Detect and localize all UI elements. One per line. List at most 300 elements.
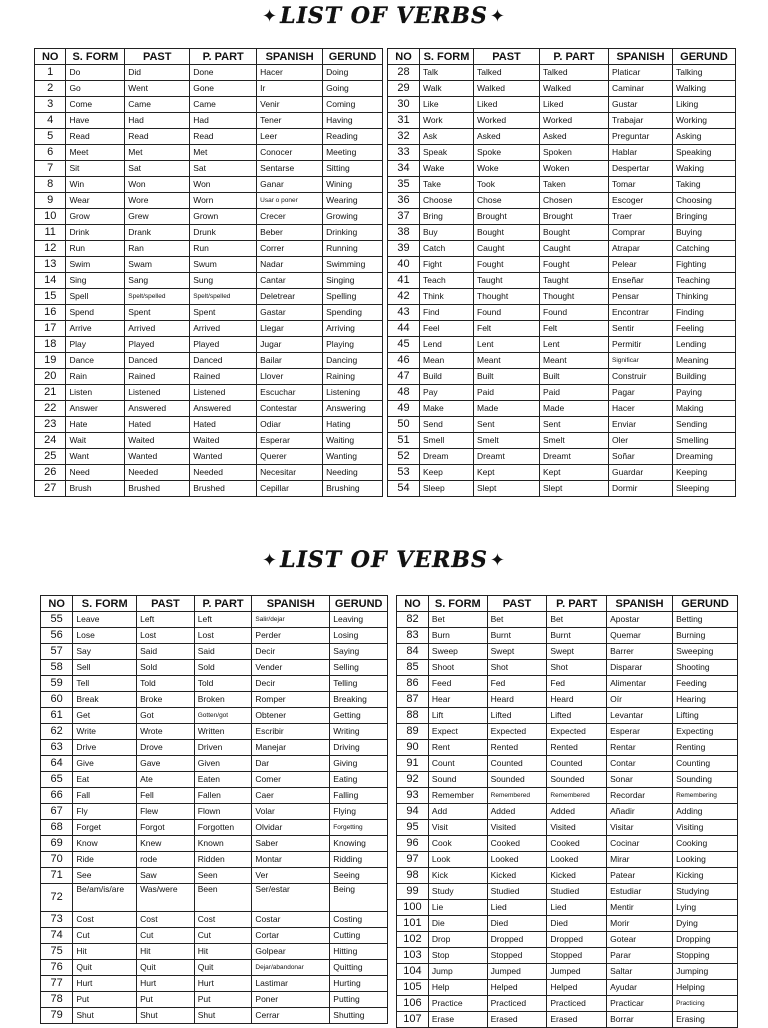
table-row xyxy=(397,836,738,852)
cell-gerund: Waking xyxy=(673,161,736,177)
cell-past: Arrived xyxy=(125,321,190,337)
cell-past: Died xyxy=(487,916,547,932)
cell-past: Kicked xyxy=(487,868,547,884)
table-row xyxy=(35,193,383,209)
column-header: PAST xyxy=(474,49,540,65)
cell-past: Hit xyxy=(137,944,195,960)
cell-spanish: Cantar xyxy=(257,273,323,289)
cell-gerund: Saying xyxy=(330,644,388,660)
column-header: NO xyxy=(388,49,420,65)
table-row xyxy=(397,900,738,916)
cell-gerund: Jumping xyxy=(673,964,738,980)
cell-spanish: Manejar xyxy=(252,740,330,756)
cell-p-part: Jumped xyxy=(547,964,607,980)
cell-spanish: Bailar xyxy=(257,353,323,369)
table-row xyxy=(35,401,383,417)
cell-p-part: Swum xyxy=(190,257,257,273)
cell-gerund: Forgetting xyxy=(330,820,388,836)
cell-no: 14 xyxy=(35,273,66,289)
table-row xyxy=(388,417,736,433)
cell-past: Meant xyxy=(474,353,540,369)
cell-p-part: Walked xyxy=(540,81,609,97)
table-row xyxy=(41,612,388,628)
cell-gerund: Sounding xyxy=(673,772,738,788)
cell-spanish: Querer xyxy=(257,449,323,465)
table-row xyxy=(35,433,383,449)
cell-no: 58 xyxy=(41,660,73,676)
column-header: NO xyxy=(397,596,429,612)
cell-past: Forgot xyxy=(137,820,195,836)
cell-gerund: Buying xyxy=(673,225,736,241)
cell-no: 73 xyxy=(41,912,73,928)
table-row xyxy=(388,481,736,497)
cell-no: 37 xyxy=(388,209,420,225)
cell-gerund: Costing xyxy=(330,912,388,928)
cell-gerund: Sitting xyxy=(323,161,383,177)
cell-no: 66 xyxy=(41,788,73,804)
cell-s-form: Want xyxy=(66,449,125,465)
cell-spanish: Sonar xyxy=(607,772,673,788)
column-header: S. FORM xyxy=(420,49,474,65)
cell-p-part: Cooked xyxy=(547,836,607,852)
cell-gerund: Erasing xyxy=(673,1012,738,1028)
cell-no: 85 xyxy=(397,660,429,676)
cell-s-form: Forget xyxy=(73,820,137,836)
cell-spanish: Montar xyxy=(252,852,330,868)
cell-spanish: Decir xyxy=(252,676,330,692)
cell-no: 12 xyxy=(35,241,66,257)
cell-p-part: Kicked xyxy=(547,868,607,884)
cell-no: 55 xyxy=(41,612,73,628)
cell-past: Had xyxy=(125,113,190,129)
cell-s-form: Erase xyxy=(428,1012,487,1028)
cell-past: Came xyxy=(125,97,190,113)
cell-p-part: Caught xyxy=(540,241,609,257)
cell-p-part: Drunk xyxy=(190,225,257,241)
cell-past: Hated xyxy=(125,417,190,433)
cell-s-form: Win xyxy=(66,177,125,193)
cell-no: 71 xyxy=(41,868,73,884)
cell-p-part: Told xyxy=(194,676,252,692)
cell-spanish: Caminar xyxy=(609,81,673,97)
cell-p-part: Dropped xyxy=(547,932,607,948)
cell-no: 29 xyxy=(388,81,420,97)
cell-s-form: Lift xyxy=(428,708,487,724)
cell-s-form: Choose xyxy=(420,193,474,209)
cell-p-part: Heard xyxy=(547,692,607,708)
cell-p-part: Added xyxy=(547,804,607,820)
cell-no: 95 xyxy=(397,820,429,836)
cell-p-part: Done xyxy=(190,65,257,81)
cell-no: 46 xyxy=(388,353,420,369)
table-row xyxy=(388,369,736,385)
table-row xyxy=(35,65,383,81)
cell-past: Erased xyxy=(487,1012,547,1028)
cell-p-part: Stopped xyxy=(547,948,607,964)
cell-no: 43 xyxy=(388,305,420,321)
cell-gerund: Dying xyxy=(673,916,738,932)
column-header: NO xyxy=(41,596,73,612)
cell-gerund: Looking xyxy=(673,852,738,868)
cell-past: Fell xyxy=(137,788,195,804)
cell-gerund: Being xyxy=(330,884,388,912)
cell-p-part: Made xyxy=(540,401,609,417)
cell-p-part: Sung xyxy=(190,273,257,289)
verb-table-1 xyxy=(34,48,383,497)
cell-s-form: Remember xyxy=(428,788,487,804)
cell-gerund: Getting xyxy=(330,708,388,724)
cell-gerund: Selling xyxy=(330,660,388,676)
cell-s-form: Fly xyxy=(73,804,137,820)
cell-s-form: Speak xyxy=(420,145,474,161)
cell-gerund: Putting xyxy=(330,992,388,1008)
cell-gerund: Reading xyxy=(323,129,383,145)
cell-p-part: Hated xyxy=(190,417,257,433)
column-header: PAST xyxy=(487,596,547,612)
cell-spanish: Odiar xyxy=(257,417,323,433)
sparkle-icon: ✦ xyxy=(489,6,506,27)
table-row xyxy=(388,209,736,225)
cell-s-form: See xyxy=(73,868,137,884)
cell-gerund: Needing xyxy=(323,465,383,481)
cell-s-form: Lie xyxy=(428,900,487,916)
cell-spanish: Esperar xyxy=(257,433,323,449)
cell-p-part: Seen xyxy=(194,868,252,884)
cell-no: 97 xyxy=(397,852,429,868)
cell-p-part: Hurt xyxy=(194,976,252,992)
cell-spanish: Ver xyxy=(252,868,330,884)
cell-p-part: Worn xyxy=(190,193,257,209)
cell-p-part: Asked xyxy=(540,129,609,145)
cell-no: 5 xyxy=(35,129,66,145)
cell-s-form: Burn xyxy=(428,628,487,644)
cell-p-part: Hit xyxy=(194,944,252,960)
table-row xyxy=(41,644,388,660)
cell-s-form: Expect xyxy=(428,724,487,740)
cell-no: 26 xyxy=(35,465,66,481)
cell-gerund: Cutting xyxy=(330,928,388,944)
table-row xyxy=(388,161,736,177)
cell-gerund: Talking xyxy=(673,65,736,81)
cell-s-form: Hear xyxy=(428,692,487,708)
table-row xyxy=(35,209,383,225)
table-row xyxy=(397,996,738,1012)
cell-spanish: Levantar xyxy=(607,708,673,724)
table-row xyxy=(35,145,383,161)
table-row xyxy=(35,177,383,193)
cell-spanish: Mentir xyxy=(607,900,673,916)
cell-p-part: Ridden xyxy=(194,852,252,868)
cell-spanish: Estudiar xyxy=(607,884,673,900)
table-row xyxy=(397,804,738,820)
cell-past: Thought xyxy=(474,289,540,305)
cell-past: Counted xyxy=(487,756,547,772)
cell-p-part: Bought xyxy=(540,225,609,241)
column-header: S. FORM xyxy=(73,596,137,612)
cell-no: 86 xyxy=(397,676,429,692)
table-row xyxy=(397,628,738,644)
cell-past: Bought xyxy=(474,225,540,241)
cell-s-form: Rent xyxy=(428,740,487,756)
cell-no: 41 xyxy=(388,273,420,289)
cell-spanish: Hacer xyxy=(257,65,323,81)
cell-past: Gave xyxy=(137,756,195,772)
column-header: S. FORM xyxy=(428,596,487,612)
column-header: P. PART xyxy=(540,49,609,65)
cell-s-form: Keep xyxy=(420,465,474,481)
column-header: SPANISH xyxy=(252,596,330,612)
cell-past: Remembered xyxy=(487,788,547,804)
cell-past: Slept xyxy=(474,481,540,497)
table-row xyxy=(388,145,736,161)
cell-spanish: Hacer xyxy=(609,401,673,417)
cell-gerund: Hurting xyxy=(330,976,388,992)
cell-gerund: Lifting xyxy=(673,708,738,724)
table-row xyxy=(388,81,736,97)
cell-no: 92 xyxy=(397,772,429,788)
cell-s-form: Look xyxy=(428,852,487,868)
cell-gerund: Making xyxy=(673,401,736,417)
cell-no: 21 xyxy=(35,385,66,401)
cell-past: Added xyxy=(487,804,547,820)
cell-gerund: Betting xyxy=(673,612,738,628)
cell-s-form: Smell xyxy=(420,433,474,449)
cell-past: Worked xyxy=(474,113,540,129)
cell-gerund: Giving xyxy=(330,756,388,772)
table-row xyxy=(41,852,388,868)
table-row xyxy=(41,928,388,944)
cell-s-form: Tell xyxy=(73,676,137,692)
cell-no: 19 xyxy=(35,353,66,369)
cell-gerund: Brushing xyxy=(323,481,383,497)
table-row xyxy=(388,321,736,337)
cell-spanish: Quemar xyxy=(607,628,673,644)
cell-spanish: Traer xyxy=(609,209,673,225)
cell-s-form: Arrive xyxy=(66,321,125,337)
cell-past: Ran xyxy=(125,241,190,257)
cell-no: 25 xyxy=(35,449,66,465)
cell-gerund: Sleeping xyxy=(673,481,736,497)
cell-p-part: Dreamt xyxy=(540,449,609,465)
cell-spanish: Dejar/abandonar xyxy=(252,960,330,976)
cell-p-part: Spoken xyxy=(540,145,609,161)
cell-p-part: Driven xyxy=(194,740,252,756)
cell-s-form: Say xyxy=(73,644,137,660)
cell-s-form: Fight xyxy=(420,257,474,273)
cell-no: 99 xyxy=(397,884,429,900)
table-row xyxy=(397,660,738,676)
cell-p-part: Studied xyxy=(547,884,607,900)
cell-no: 22 xyxy=(35,401,66,417)
cell-spanish: Preguntar xyxy=(609,129,673,145)
cell-past: Knew xyxy=(137,836,195,852)
cell-no: 57 xyxy=(41,644,73,660)
cell-no: 45 xyxy=(388,337,420,353)
cell-past: Stopped xyxy=(487,948,547,964)
cell-p-part: Grown xyxy=(190,209,257,225)
cell-s-form: Build xyxy=(420,369,474,385)
cell-p-part: Gone xyxy=(190,81,257,97)
cell-s-form: Go xyxy=(66,81,125,97)
cell-gerund: Cooking xyxy=(673,836,738,852)
cell-s-form: Practice xyxy=(428,996,487,1012)
cell-no: 63 xyxy=(41,740,73,756)
table-row xyxy=(397,708,738,724)
cell-gerund: Catching xyxy=(673,241,736,257)
cell-spanish: Borrar xyxy=(607,1012,673,1028)
cell-spanish: Visitar xyxy=(607,820,673,836)
cell-spanish: Contestar xyxy=(257,401,323,417)
cell-no: 2 xyxy=(35,81,66,97)
cell-s-form: Grow xyxy=(66,209,125,225)
table-row xyxy=(388,129,736,145)
table-row xyxy=(35,353,383,369)
cell-no: 75 xyxy=(41,944,73,960)
cell-past: Waited xyxy=(125,433,190,449)
cell-spanish: Oír xyxy=(607,692,673,708)
cell-s-form: Sleep xyxy=(420,481,474,497)
cell-s-form: Feed xyxy=(428,676,487,692)
cell-past: Told xyxy=(137,676,195,692)
table-row xyxy=(35,321,383,337)
table-row xyxy=(35,241,383,257)
page-title-2: ✦LIST OF VERBS ✦ xyxy=(262,547,506,573)
table-row xyxy=(41,944,388,960)
cell-spanish: Añadir xyxy=(607,804,673,820)
cell-p-part: Answered xyxy=(190,401,257,417)
cell-spanish: Esperar xyxy=(607,724,673,740)
cell-gerund: Shutting xyxy=(330,1008,388,1024)
table-row xyxy=(41,992,388,1008)
sparkle-icon: ✦ xyxy=(262,550,279,571)
table-row xyxy=(397,932,738,948)
cell-past: Heard xyxy=(487,692,547,708)
cell-spanish: Saber xyxy=(252,836,330,852)
cell-no: 96 xyxy=(397,836,429,852)
table-row xyxy=(397,676,738,692)
table-row xyxy=(41,756,388,772)
cell-past: Flew xyxy=(137,804,195,820)
cell-p-part: Put xyxy=(194,992,252,1008)
cell-gerund: Helping xyxy=(673,980,738,996)
cell-past: Answered xyxy=(125,401,190,417)
table-row xyxy=(35,417,383,433)
cell-past: Drank xyxy=(125,225,190,241)
cell-spanish: Leer xyxy=(257,129,323,145)
table-row xyxy=(397,948,738,964)
table-row xyxy=(35,449,383,465)
table-row xyxy=(397,692,738,708)
cell-gerund: Breaking xyxy=(330,692,388,708)
table-row xyxy=(41,788,388,804)
cell-p-part: Forgotten xyxy=(194,820,252,836)
cell-past: Was/were xyxy=(137,884,195,912)
cell-p-part: Played xyxy=(190,337,257,353)
cell-p-part: Read xyxy=(190,129,257,145)
table-row xyxy=(41,868,388,884)
cell-spanish: Cocinar xyxy=(607,836,673,852)
cell-p-part: Died xyxy=(547,916,607,932)
cell-s-form: Add xyxy=(428,804,487,820)
table-row xyxy=(388,305,736,321)
cell-spanish: Patear xyxy=(607,868,673,884)
cell-p-part: Danced xyxy=(190,353,257,369)
cell-no: 38 xyxy=(388,225,420,241)
cell-past: Took xyxy=(474,177,540,193)
cell-s-form: Sound xyxy=(428,772,487,788)
table-row xyxy=(397,756,738,772)
cell-spanish: Usar o poner xyxy=(257,193,323,209)
cell-gerund: Choosing xyxy=(673,193,736,209)
cell-past: Burnt xyxy=(487,628,547,644)
cell-p-part: Shut xyxy=(194,1008,252,1024)
cell-spanish: Disparar xyxy=(607,660,673,676)
cell-s-form: Rain xyxy=(66,369,125,385)
cell-spanish: Deletrear xyxy=(257,289,323,305)
table-row xyxy=(41,772,388,788)
cell-spanish: Construir xyxy=(609,369,673,385)
column-header: NO xyxy=(35,49,66,65)
cell-no: 88 xyxy=(397,708,429,724)
cell-gerund: Renting xyxy=(673,740,738,756)
cell-p-part: Visited xyxy=(547,820,607,836)
cell-s-form: Drop xyxy=(428,932,487,948)
cell-past: Kept xyxy=(474,465,540,481)
cell-spanish: Dar xyxy=(252,756,330,772)
cell-p-part: Cost xyxy=(194,912,252,928)
table-row xyxy=(35,113,383,129)
cell-no: 61 xyxy=(41,708,73,724)
cell-no: 100 xyxy=(397,900,429,916)
cell-spanish: Jugar xyxy=(257,337,323,353)
cell-s-form: Get xyxy=(73,708,137,724)
cell-gerund: Ridding xyxy=(330,852,388,868)
cell-s-form: Find xyxy=(420,305,474,321)
cell-p-part: Had xyxy=(190,113,257,129)
table-row xyxy=(35,273,383,289)
cell-s-form: Think xyxy=(420,289,474,305)
cell-s-form: Bet xyxy=(428,612,487,628)
cell-no: 102 xyxy=(397,932,429,948)
cell-s-form: Bring xyxy=(420,209,474,225)
table-row xyxy=(388,113,736,129)
column-header: GERUND xyxy=(323,49,383,65)
table-row xyxy=(41,692,388,708)
table-row xyxy=(41,676,388,692)
cell-spanish: Costar xyxy=(252,912,330,928)
cell-past: Liked xyxy=(474,97,540,113)
cell-s-form: Study xyxy=(428,884,487,900)
cell-p-part: Expected xyxy=(547,724,607,740)
column-header: P. PART xyxy=(194,596,252,612)
cell-past: Spent xyxy=(125,305,190,321)
cell-s-form: Dance xyxy=(66,353,125,369)
cell-s-form: Lend xyxy=(420,337,474,353)
cell-p-part: Listened xyxy=(190,385,257,401)
cell-spanish: Gotear xyxy=(607,932,673,948)
cell-past: Listened xyxy=(125,385,190,401)
cell-past: Won xyxy=(125,177,190,193)
cell-s-form: Hurt xyxy=(73,976,137,992)
cell-spanish: Contar xyxy=(607,756,673,772)
cell-no: 3 xyxy=(35,97,66,113)
cell-no: 68 xyxy=(41,820,73,836)
cell-gerund: Dancing xyxy=(323,353,383,369)
cell-spanish: Venir xyxy=(257,97,323,113)
cell-no: 28 xyxy=(388,65,420,81)
cell-spanish: Caer xyxy=(252,788,330,804)
cell-spanish: Gastar xyxy=(257,305,323,321)
